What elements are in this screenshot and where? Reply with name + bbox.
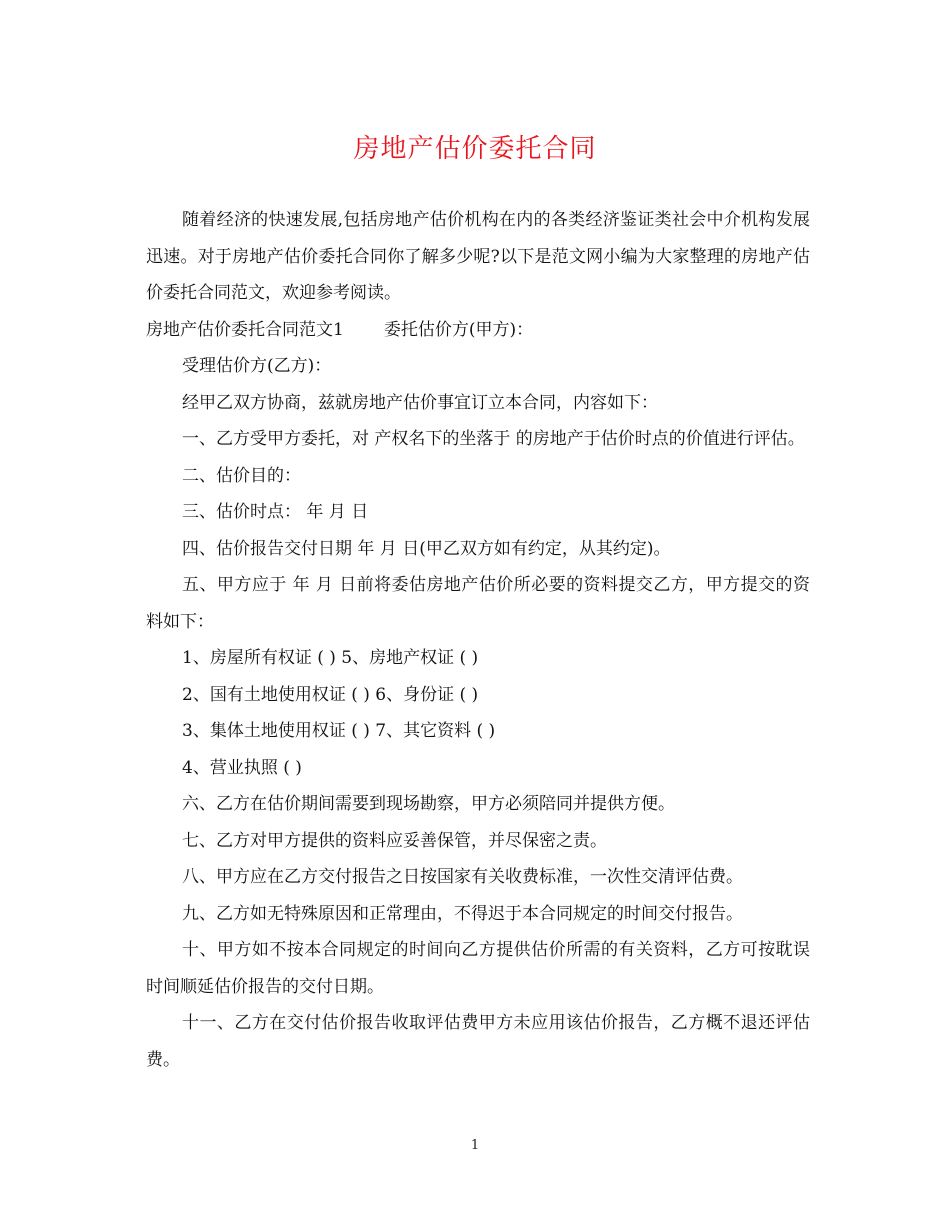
clause-10: 十、甲方如不按本合同规定的时间向乙方提供估价所需的有关资料，乙方可按耽误时间顺延估价报告的交付日期。 [146,940,810,997]
clause-11: 十一、乙方在交付估价报告收取评估费甲方未应用该估价报告，乙方概不退还评估费。 [146,1013,810,1070]
intro-paragraph: 随着经济的快速发展,包括房地产估价机构在内的各类经济鉴证类社会中介机构发展迅速。对于房地产估价委托合同你了解多少呢?以下是范文网小编为大家整理的房地产估价委托合同范文，欢迎参考阅读。 [146,210,810,303]
clause-8: 八、甲方应在乙方交付报告之日按国家有关收费标准，一次性交清评估费。 [182,867,743,887]
party-b-label: 受理估价方(乙方)： [182,356,332,376]
document-body [146,202,810,1078]
clause-9: 九、乙方如无特殊原因和正常理由，不得迟于本合同规定的时间交付报告。 [182,903,743,924]
clause-1: 一、乙方受甲方委托，对 产权名下的坐落于 的房地产于估价时点的价值进行评估。 [182,429,805,449]
material-item-4: 4、营业执照 ( ) [182,757,302,778]
clause-5: 五、甲方应于 年 月 日前将委估房地产估价所必要的资料提交乙方，甲方提交的资料如下： [146,575,810,632]
clause-6: 六、乙方在估价期间需要到现场勘察，甲方必须陪同并提供方便。 [182,794,675,814]
clause-7: 七、乙方对甲方提供的资料应妥善保管，并尽保密之责。 [182,830,607,851]
sample-heading: 房地产估价委托合同范文1 [146,319,344,340]
clause-3: 三、估价时点： 年 月 日 [182,502,369,522]
sample-heading-line [146,312,810,349]
material-item-2-6: 2、国有土地使用权证 ( ) 6、身份证 ( ) [182,684,479,705]
clause-2: 二、估价目的： [182,465,301,486]
preamble-paragraph: 经甲乙双方协商，兹就房地产估价事宜订立本合同，内容如下： [182,392,658,413]
page-number: 1 [470,1138,480,1153]
document-title: 房地产估价委托合同 [353,134,597,164]
material-item-3-7: 3、集体土地使用权证 ( ) 7、其它资料 ( ) [182,721,496,741]
clause-4: 四、估价报告交付日期 年 月 日(甲乙双方如有约定，从其约定)。 [182,538,671,559]
material-item-1-5: 1、房屋所有权证 ( ) 5、房地产权证 ( ) [182,648,479,668]
party-a-label: 委托估价方(甲方)： [383,319,534,340]
